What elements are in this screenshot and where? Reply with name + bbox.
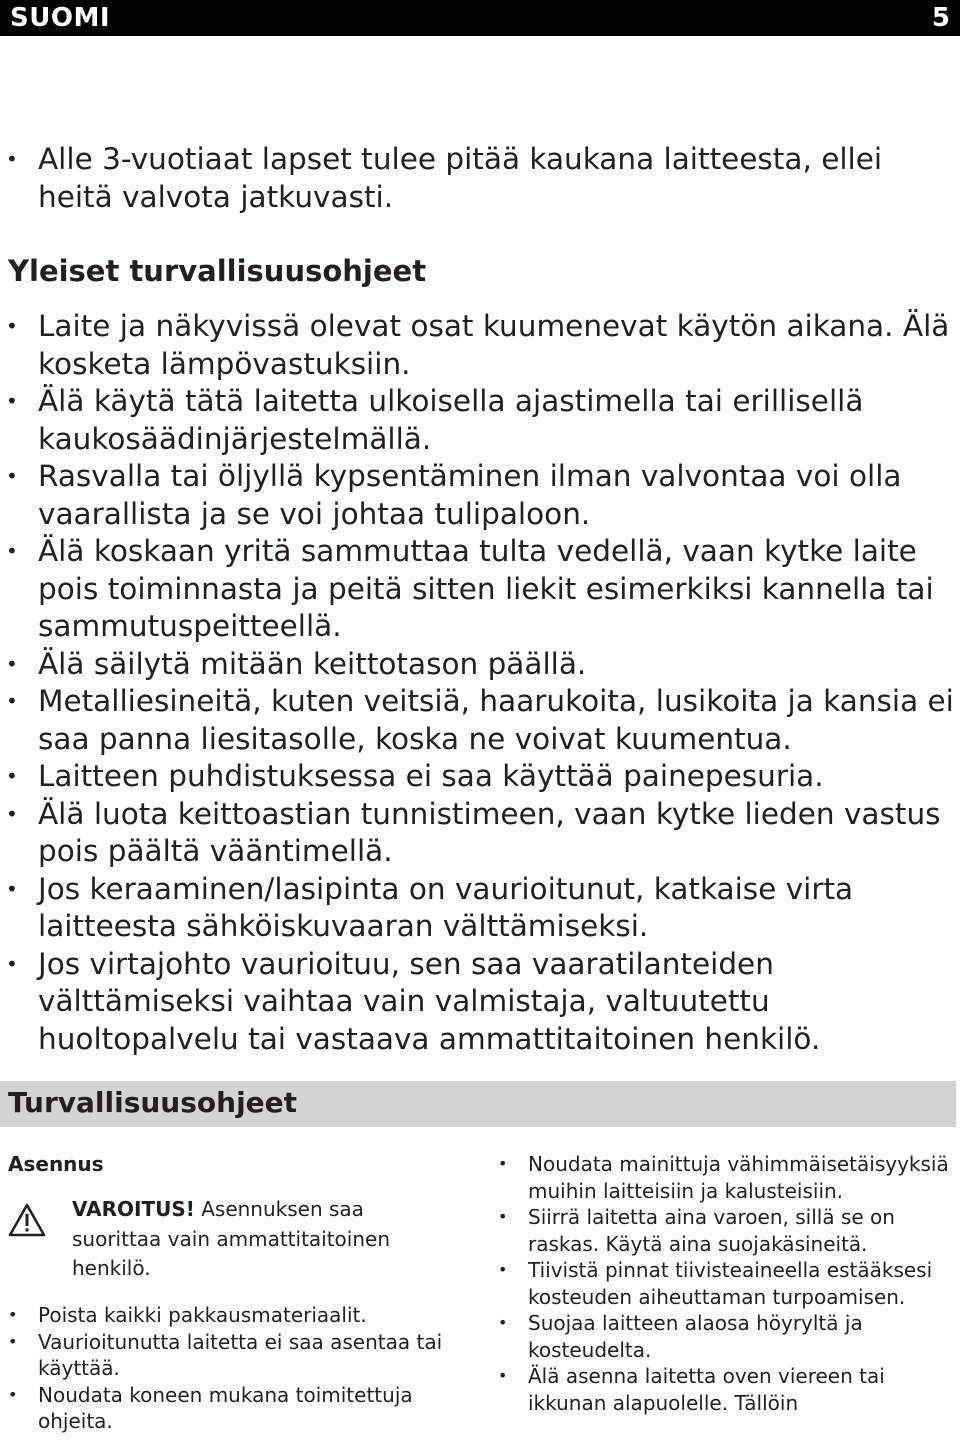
bullet-icon: • xyxy=(498,1366,508,1385)
list-item-text: Tiivistä pinnat tiivisteaineella estääksesi kosteuden aiheuttaman turpoamisen. xyxy=(528,1258,933,1309)
list-item xyxy=(6,796,956,871)
list-item xyxy=(6,683,956,758)
list-item-text: Laitteen puhdistuksessa ei saa käyttää painepesuria. xyxy=(38,759,824,793)
bullet-icon: • xyxy=(6,389,18,413)
list-item xyxy=(8,1302,468,1329)
list-item-text: Jos virtajohto vaurioituu, sen saa vaaratilanteiden välttämiseksi vaihtaa vain valmistaja, valtuutettu huoltopalvelu tai vastaava ammattitaitoinen henkilö. xyxy=(38,946,821,1056)
list-item xyxy=(6,458,956,533)
bullet-icon: • xyxy=(6,464,18,488)
bullet-icon: • xyxy=(6,314,18,338)
installation-list-left xyxy=(8,1302,468,1435)
list-item-text: Älä käytä tätä laitetta ulkoisella ajastimella tai erillisellä kaukosäädinjärjestelmällä. xyxy=(38,384,864,456)
bullet-icon: • xyxy=(8,1384,18,1404)
warning-text: Asennuksen saa suorittaa vain ammattitaitoinen henkilö. xyxy=(72,1197,391,1280)
bullet-icon: • xyxy=(498,1260,508,1279)
list-item xyxy=(8,1382,468,1435)
bullet-icon: • xyxy=(6,764,18,788)
bullet-icon: • xyxy=(6,539,18,563)
bullet-icon: • xyxy=(6,801,18,826)
general-safety-list xyxy=(6,308,956,1058)
bullet-icon: • xyxy=(6,651,18,676)
bullet-icon: • xyxy=(6,147,18,171)
intro-list xyxy=(6,141,956,216)
list-item xyxy=(6,383,956,458)
list-item-text: Laite ja näkyvissä olevat osat kuumenevat käytön aikana. Älä kosketa lämpövastuksiin. xyxy=(38,309,950,381)
list-item-text: Noudata mainittuja vähimmäisetäisyyksiä muihin laitteisiin ja kalusteisiin. xyxy=(528,1152,949,1203)
list-item-text: Noudata koneen mukana toimitettuja ohjeita. xyxy=(38,1382,413,1433)
list-item-text: Suojaa laitteen alaosa höyryltä ja kosteudelta. xyxy=(528,1311,863,1362)
bullet-icon: • xyxy=(498,1207,508,1226)
list-item xyxy=(8,1329,468,1382)
list-item xyxy=(6,533,956,646)
bullet-icon: • xyxy=(8,1331,18,1351)
warning-label: VAROITUS! xyxy=(72,1197,195,1221)
page-header xyxy=(0,0,960,36)
list-item-text: Älä asenna laitetta oven viereen tai ikkunan alapuolelle. Tällöin xyxy=(528,1364,885,1415)
list-item xyxy=(498,1204,956,1257)
banner-title: Turvallisuusohjeet xyxy=(8,1086,298,1119)
list-item-text: Rasvalla tai öljyllä kypsentäminen ilman valvontaa voi olla vaarallista ja se voi johtaa tulipaloon. xyxy=(38,459,902,531)
section-heading: Yleiset turvallisuusohjeet xyxy=(8,254,427,288)
list-item-text: Älä luota keittoastian tunnistimeen, vaan kytke lieden vastus pois päältä vääntimellä. xyxy=(38,796,941,868)
list-item xyxy=(498,1257,956,1310)
list-item-text: Alle 3-vuotiaat lapset tulee pitää kaukana laitteesta, ellei heitä valvota jatkuvasti. xyxy=(38,142,883,214)
list-item-text: Vaurioitunutta laitetta ei saa asentaa tai käyttää. xyxy=(38,1329,443,1380)
installation-list-right xyxy=(498,1151,956,1416)
bullet-icon: • xyxy=(498,1313,508,1332)
language-label: SUOMI xyxy=(10,3,110,33)
installation-heading: Asennus xyxy=(8,1152,104,1176)
list-item-text: Jos keraaminen/lasipinta on vaurioitunut, katkaise virta laitteesta sähköiskuvaaran välttämiseksi. xyxy=(38,871,854,943)
list-item xyxy=(6,871,956,946)
list-item-text: Poista kaikki pakkausmateriaalit. xyxy=(38,1303,367,1327)
list-item xyxy=(498,1310,956,1363)
warning-text-block xyxy=(72,1195,442,1284)
list-item xyxy=(498,1151,956,1204)
list-item xyxy=(6,141,956,216)
warning-triangle-icon xyxy=(8,1203,46,1237)
list-item-text: Metalliesineitä, kuten veitsiä, haarukoita, lusikoita ja kansia ei saa panna liesitasolle, koska ne voivat kuumentua. xyxy=(38,684,954,756)
list-item xyxy=(6,308,956,383)
bullet-icon: • xyxy=(6,689,18,713)
bullet-icon: • xyxy=(6,876,18,901)
list-item xyxy=(6,758,956,796)
list-item-text: Siirrä laitetta aina varoen, sillä se on raskas. Käytä aina suojakäsineitä. xyxy=(528,1205,895,1256)
list-item xyxy=(6,946,956,1059)
list-item-text: Älä koskaan yritä sammuttaa tulta vedellä, vaan kytke laite pois toiminnasta ja peitä sitten liekit esimerkiksi kannella tai sammutuspeitteellä. xyxy=(38,534,934,643)
list-item xyxy=(6,646,956,684)
list-item-text: Älä säilytä mitään keittotason päällä. xyxy=(38,646,587,681)
bullet-icon: • xyxy=(6,951,18,976)
safety-banner xyxy=(0,1081,956,1127)
bullet-icon: • xyxy=(8,1305,18,1324)
list-item xyxy=(498,1363,956,1416)
page-number: 5 xyxy=(931,3,950,33)
bullet-icon: • xyxy=(498,1154,508,1173)
